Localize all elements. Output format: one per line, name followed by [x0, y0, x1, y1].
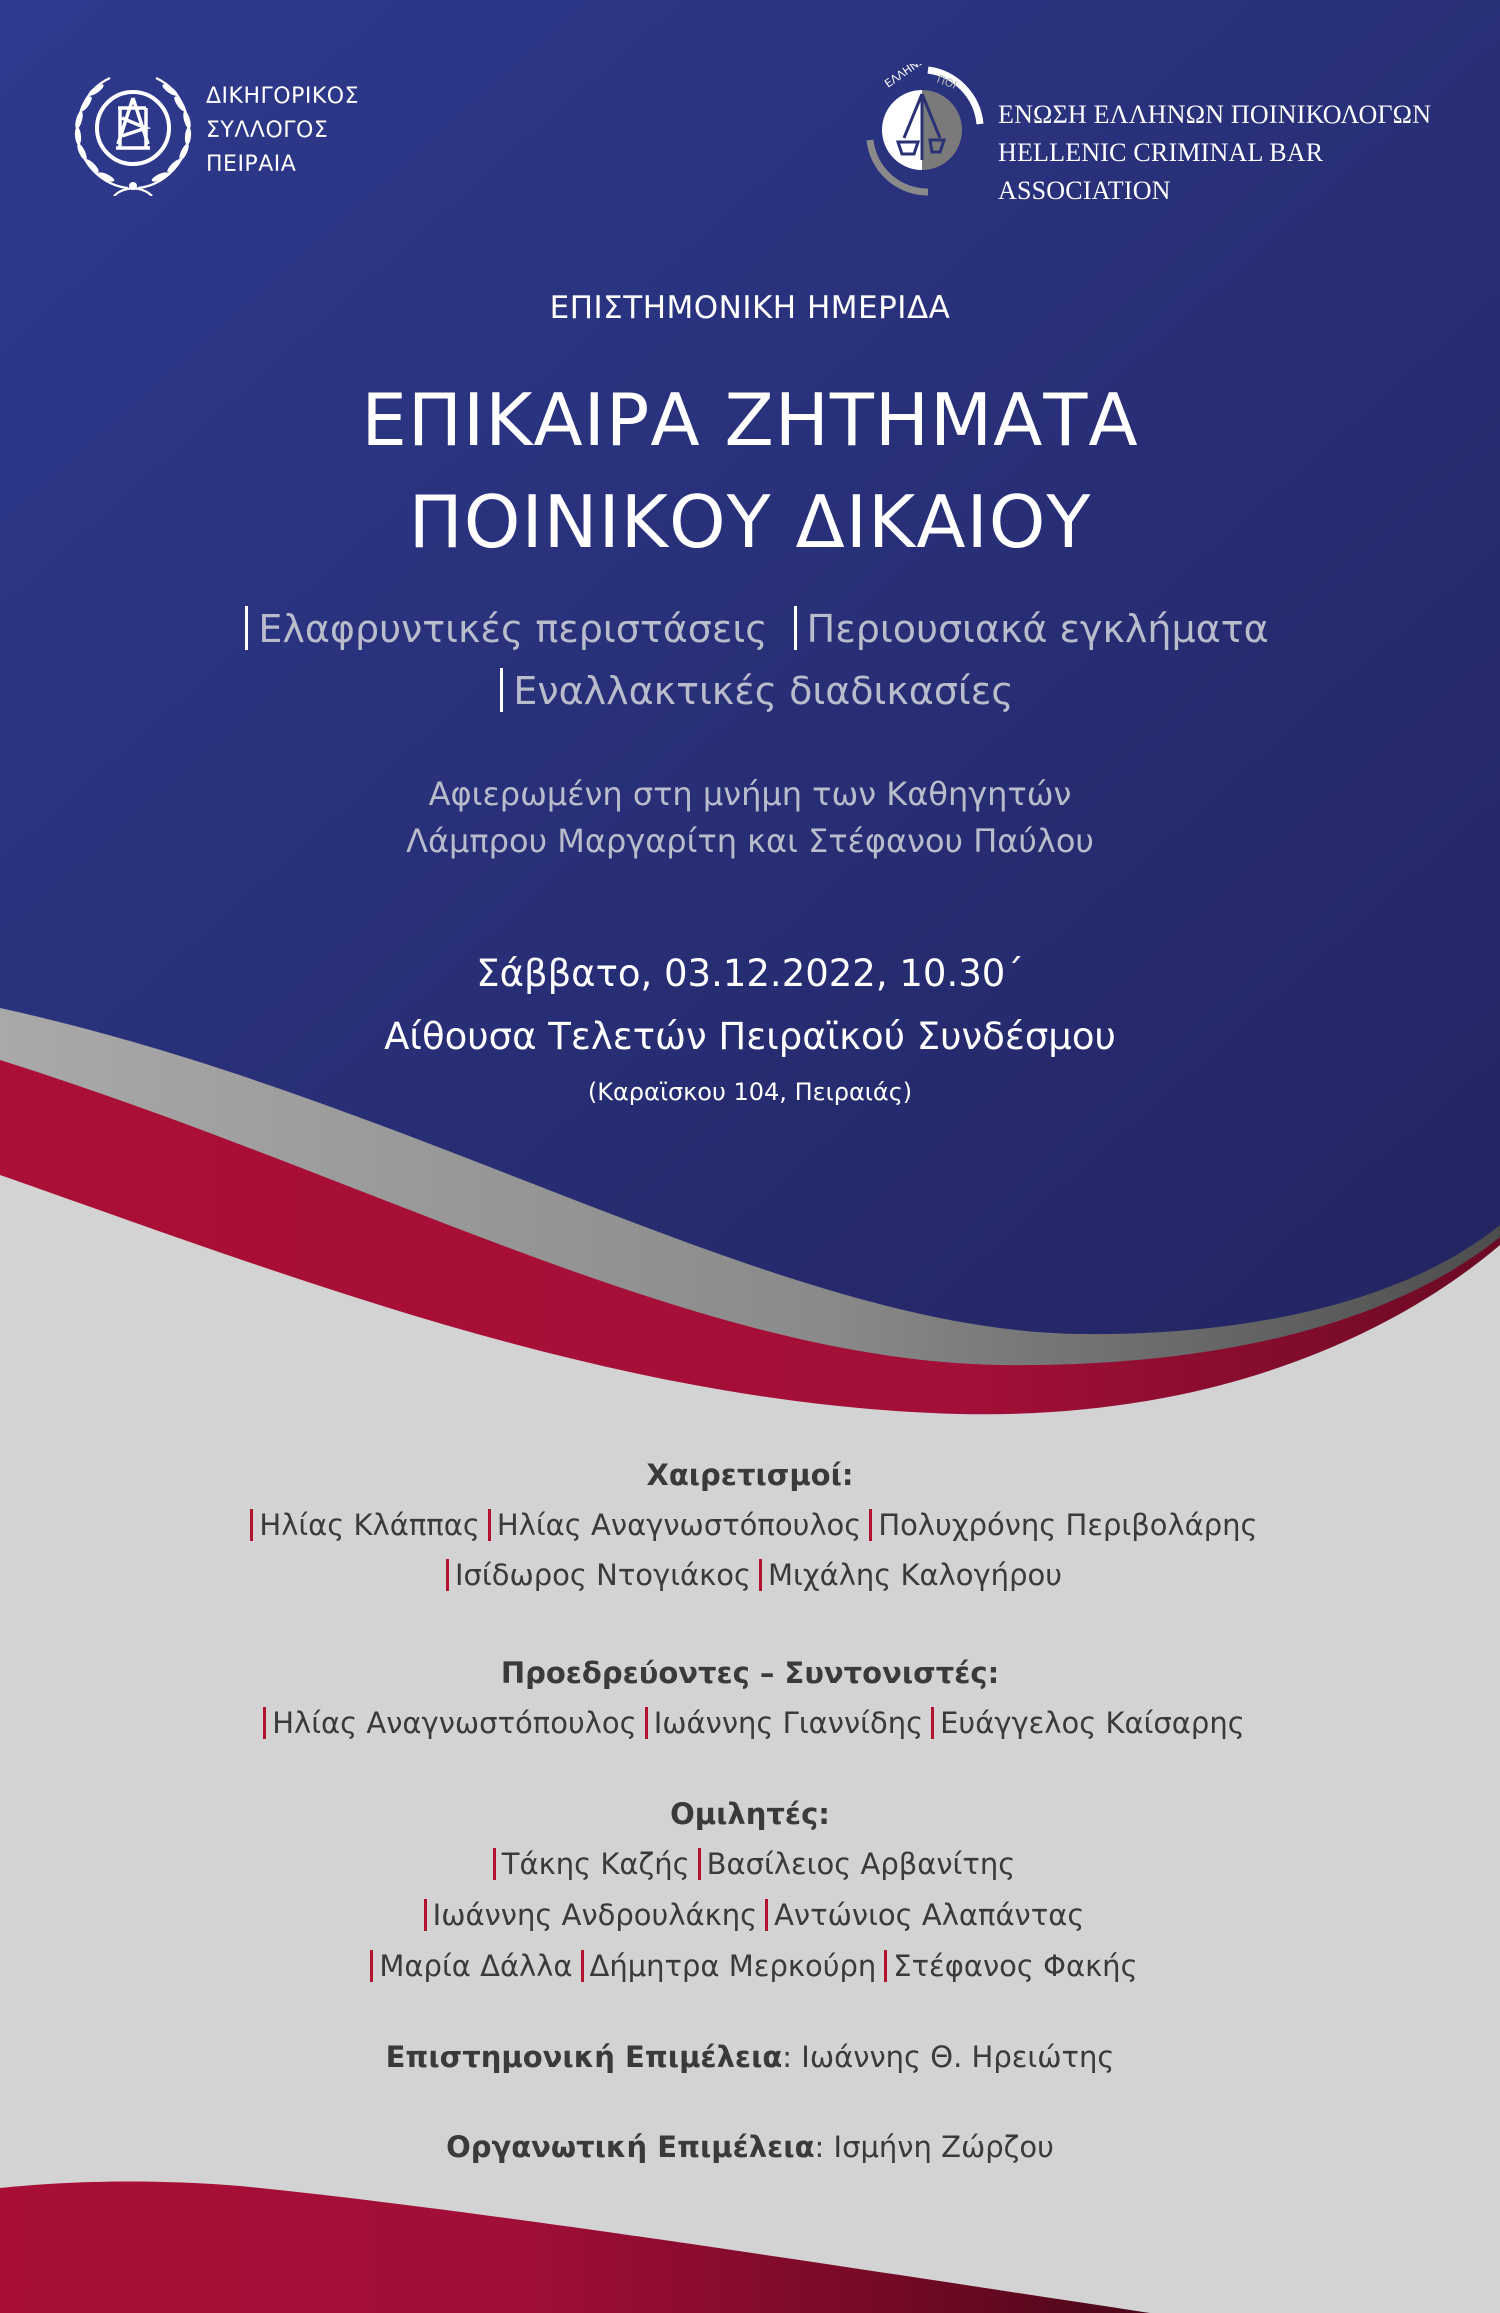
person-name: Ηλίας Αναγνωστόπουλος [496, 1508, 862, 1542]
person-name: Τάκης Καζής [501, 1847, 690, 1881]
person-name: Πολυχρόνης Περιβολάρης [878, 1508, 1258, 1542]
organizing-editing-value: Ισμήνη Ζώρζου [833, 2130, 1054, 2164]
event-venue: Αίθουσα Τελετών Πειραϊκού Συνδέσμου [384, 1015, 1116, 1058]
person-name: Ευάγγελος Καίσαρης [940, 1706, 1245, 1740]
event-date-time: Σάββατο, 03.12.2022, 10.30΄ [476, 952, 1024, 995]
speakers-names-line1 [0, 1847, 1500, 1881]
org-name-line: ΠΕΙΡΑΙΑ [206, 152, 297, 177]
scales-of-justice-circle-icon [858, 64, 986, 198]
person-name: Ισίδωρος Ντογιάκος [454, 1558, 751, 1592]
topic-item: Περιουσιακά εγκλήματα [806, 607, 1269, 651]
event-kicker: ΕΠΙΣΤΗΜΟΝΙΚΗ ΗΜΕΡΙΔΑ [549, 290, 951, 326]
person-name: Ηλίας Κλάππας [259, 1508, 480, 1542]
chairs-names-line1 [0, 1706, 1500, 1740]
separator-bar [884, 1950, 887, 1982]
separator-bar [645, 1707, 648, 1739]
topic-item: Ελαφρυντικές περιστάσεις [258, 607, 768, 651]
separator-bar [869, 1509, 872, 1541]
separator-bar [500, 668, 503, 712]
separator-bar [581, 1950, 584, 1982]
greetings-names-line1 [0, 1508, 1500, 1542]
piraeus-bar-association-name [206, 80, 359, 182]
svg-text:ΠΟΙ: ΠΟΙ [934, 72, 959, 92]
org-name-greek: ΕΝΩΣΗ ΕΛΛΗΝΩΝ ΠΟΙΝΙΚΟΛΟΓΩΝ [998, 100, 1432, 129]
separator-bar [245, 606, 248, 650]
topic-item: Εναλλακτικές διαδικασίες [513, 669, 1014, 713]
separator-bar [759, 1559, 762, 1591]
colon: : [814, 2130, 825, 2164]
event-topics-line2 [0, 668, 1500, 713]
separator-bar [698, 1848, 701, 1880]
org-name-english: HELLENIC CRIMINAL BAR ASSOCIATION [998, 138, 1324, 205]
separator-bar [263, 1707, 266, 1739]
event-topics-line1 [0, 606, 1500, 651]
event-address: (Καραϊσκου 104, Πειραιάς) [587, 1078, 913, 1106]
person-name: Βασίλειος Αρβανίτης [706, 1847, 1016, 1881]
person-name: Ιωάννης Γιαννίδης [653, 1706, 924, 1740]
person-name: Ιωάννης Ανδρουλάκης [432, 1898, 758, 1932]
greetings-names-line2 [0, 1558, 1500, 1592]
separator-bar [488, 1509, 491, 1541]
laurel-wreath-emblem-icon [66, 68, 200, 196]
greetings-heading: Χαιρετισμοί: [646, 1458, 854, 1492]
scientific-editing-value: Ιωάννης Θ. Ηρειώτης [801, 2040, 1115, 2074]
separator-bar [370, 1950, 373, 1982]
dedication-line1: Αφιερωμένη στη μνήμη των Καθηγητών [428, 775, 1072, 813]
scientific-editing-label: Επιστημονική Επιμέλεια [385, 2040, 783, 2074]
svg-text:ΕΛΛΗΝΩΝ: ΕΛΛΗΝΩΝ [882, 64, 935, 91]
separator-bar [446, 1559, 449, 1591]
chairs-heading: Προεδρεύοντες – Συντονιστές: [500, 1656, 1000, 1690]
separator-bar [765, 1899, 768, 1931]
speakers-names-line2 [0, 1898, 1500, 1932]
event-title-line1: ΕΠΙΚΑΙΡΑ ΖΗΤΗΜΑΤΑ [361, 378, 1139, 462]
person-name: Στέφανος Φακής [893, 1949, 1138, 1983]
separator-bar [250, 1509, 253, 1541]
hellenic-criminal-bar-logo [858, 64, 986, 198]
speakers-names-line3 [0, 1949, 1500, 1983]
separator-bar [794, 606, 797, 650]
separator-bar [424, 1899, 427, 1931]
org-name-line: ΣΥΛΛΟΓΟΣ [206, 118, 329, 143]
colon: : [782, 2040, 793, 2074]
speakers-heading: Ομιλητές: [670, 1797, 830, 1831]
separator-bar [931, 1707, 934, 1739]
hellenic-criminal-bar-name [998, 96, 1500, 210]
organizing-editing-label: Οργανωτική Επιμέλεια [446, 2130, 815, 2164]
separator-bar [493, 1848, 496, 1880]
person-name: Δήμητρα Μερκούρη [589, 1949, 877, 1983]
person-name: Αντώνιος Αλαπάντας [774, 1898, 1085, 1932]
dedication-line2: Λάμπρου Μαργαρίτη και Στέφανου Παύλου [406, 822, 1094, 860]
person-name: Μαρία Δάλλα [379, 1949, 573, 1983]
person-name: Ηλίας Αναγνωστόπουλος [272, 1706, 637, 1740]
event-title-line2: ΠΟΙΝΙΚΟΥ ΔΙΚΑΙΟΥ [408, 480, 1092, 564]
person-name: Μιχάλης Καλογήρου [768, 1558, 1062, 1592]
piraeus-bar-association-logo [66, 68, 200, 196]
org-name-line: ΔΙΚΗΓΟΡΙΚΟΣ [206, 84, 359, 109]
scientific-editing [0, 2040, 1500, 2074]
organizing-editing [0, 2130, 1500, 2164]
